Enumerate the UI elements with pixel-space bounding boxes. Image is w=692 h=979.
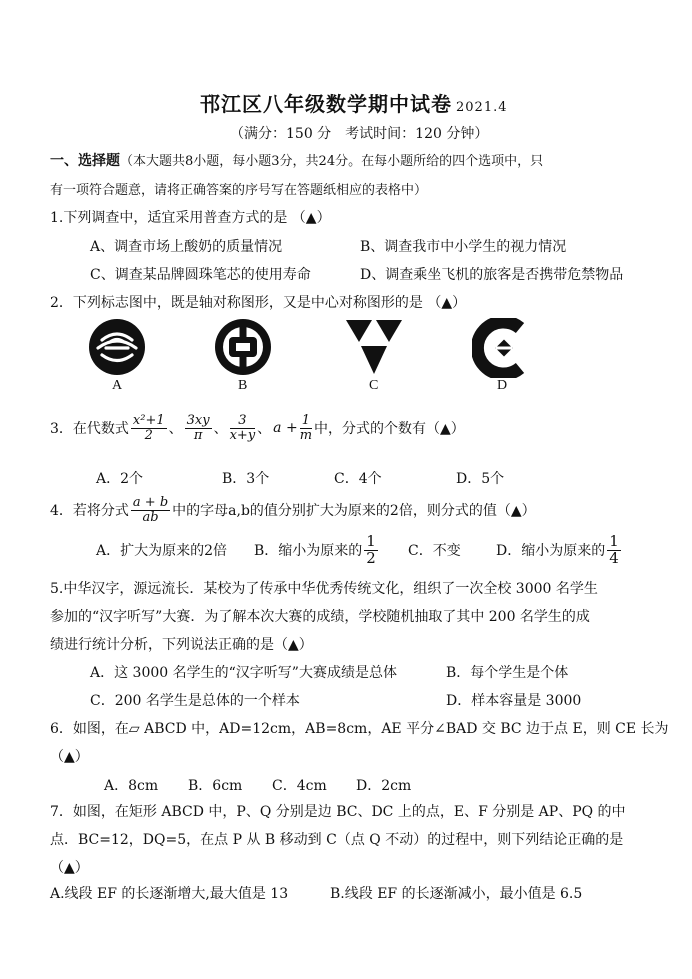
- exam-subtitle: （满分：150 分 考试时间：120 分钟）: [230, 126, 489, 142]
- q7-option-b: B.线段 EF 的长逐渐减小，最小值是 6.5: [330, 886, 583, 902]
- q4-option-d: D．缩小为原来的 $\frac{1}{4}$: [496, 531, 619, 567]
- q3-option-c: C．4个: [334, 471, 382, 487]
- q4-suffix: 中的字母a,b的值分别扩大为原来的2倍，则分式的值（▲）: [172, 503, 536, 519]
- q1-option-d: D、调查乘坐飞机的旅客是否携带危禁物品: [360, 267, 624, 283]
- triangle-logo-icon: [342, 318, 406, 376]
- q3-option-a: A．2个: [96, 471, 144, 487]
- q6-option-d: D．2cm: [356, 778, 412, 794]
- q5-option-d: D．样本容量是 3000: [446, 693, 582, 709]
- q1-option-c: C、调查某品牌圆珠笔芯的使用寿命: [90, 267, 311, 283]
- q6-line2: （▲）: [50, 749, 89, 765]
- logo-label-b: B: [238, 378, 248, 393]
- q1-option-a: A、调查市场上酸奶的质量情况: [90, 239, 283, 255]
- q3-prefix: 3．在代数式: [50, 421, 129, 437]
- q4-option-b: B．缩小为原来的 $\frac{1}{2}$: [254, 531, 376, 567]
- q5-line1: 5.中华汉字，源远流长．某校为了传承中华优秀传统文化，组织了一次全校 3000 名学生: [50, 581, 598, 597]
- q5-option-a: A．这 3000 名学生的“汉字听写”大赛成绩是总体: [90, 665, 397, 681]
- china-mobile-logo-icon: [88, 318, 146, 376]
- q3-option-b: B．3个: [222, 471, 270, 487]
- q4-b-fraction: $\frac{1}{2}$: [366, 531, 376, 567]
- q4-option-c: C．不变: [408, 543, 461, 559]
- exam-date: 2021.4: [456, 100, 508, 115]
- q1-stem: 1.下列调查中，适宜采用普查方式的是 （▲）: [50, 210, 331, 226]
- q3-sep: 、: [168, 421, 183, 437]
- q7-line3: （▲）: [50, 860, 89, 876]
- q4-prefix: 4．若将分式: [50, 503, 129, 519]
- section-heading: 一、选择题: [50, 153, 120, 169]
- q4-fraction: $\frac{a + b}{ab}$: [132, 494, 169, 525]
- q3-term4: a +: [273, 420, 298, 436]
- section-instruction-line2: 有一项符合题意，请将正确答案的序号写在答题纸相应的表格中）: [50, 183, 428, 198]
- q6-option-c: C．4cm: [272, 778, 327, 794]
- q5-line2: 参加的“汉字听写”大赛．为了解本次大赛的成绩，学校随机抽取了其中 200 名学生的成: [50, 609, 590, 625]
- q3-fraction-3: $\frac{3}{x+y}$: [229, 412, 256, 443]
- title-text: 邗江区八年级数学期中试卷: [200, 92, 452, 116]
- q3-fraction-1: $\frac{\text{x²+1}}{2}$: [132, 412, 165, 443]
- q6-line1: 6．如图，在▱ ABCD 中，AD=12cm，AB=8cm，AE 平分∠BAD 交 BC 边于点 E，则 CE 长为: [50, 721, 669, 737]
- q4-d-fraction: $\frac{1}{4}$: [609, 531, 619, 567]
- logo-label-d: D: [497, 378, 508, 393]
- logo-label-a: A: [112, 378, 123, 393]
- q7-line2: 点．BC=12，DQ=5，在点 P 从 B 移动到 C（点 Q 不动）的过程中，则下列结论正确的是: [50, 832, 624, 848]
- section-instruction: （本大题共8小题，每小题3分，共24分。在每小题所给的四个选项中，只: [120, 154, 544, 169]
- q4-option-a: A．扩大为原来的2倍: [96, 543, 228, 559]
- q3-fraction-2: $\frac{3xy}{\pi}$: [186, 412, 210, 443]
- q5-option-c: C．200 名学生是总体的一个样本: [90, 693, 300, 709]
- q5-line3: 绩进行统计分析，下列说法正确的是（▲）: [50, 637, 313, 653]
- q3-suffix: 中，分式的个数有（▲）: [314, 421, 465, 437]
- section-heading-line1: [50, 150, 543, 170]
- q3-fraction-4: $\frac{1}{m}$: [299, 412, 313, 443]
- q7-line1: 7．如图，在矩形 ABCD 中，P、Q 分别是边 BC、DC 上的点，E、F 分别是 AP、PQ 的中: [50, 804, 626, 820]
- exam-title: [200, 88, 508, 117]
- q6-option-a: A．8cm: [104, 778, 159, 794]
- q3-stem: 3．在代数式 $\frac{\text{x²+1}}{2}$ 、 $\frac{3xy}{\pi}$ 、 $\frac{3}{x+y}$ 、 a + $\frac{1}{m}$ 中，分式的个数有（▲）: [50, 412, 465, 443]
- q5-option-b: B．每个学生是个体: [446, 665, 569, 681]
- logo-label-c: C: [369, 378, 379, 393]
- construction-bank-logo-icon: [472, 318, 534, 378]
- bank-of-china-logo-icon: [214, 318, 272, 376]
- q1-option-b: B、调查我市中小学生的视力情况: [360, 239, 567, 255]
- q6-option-b: B．6cm: [188, 778, 243, 794]
- q4-stem: [50, 490, 536, 530]
- q7-option-a: A.线段 EF 的长逐渐增大,最大值是 13: [50, 886, 289, 902]
- q3-option-d: D．5个: [456, 471, 505, 487]
- q2-stem: 2．下列标志图中，既是轴对称图形，又是中心对称图形的是 （▲）: [50, 295, 467, 311]
